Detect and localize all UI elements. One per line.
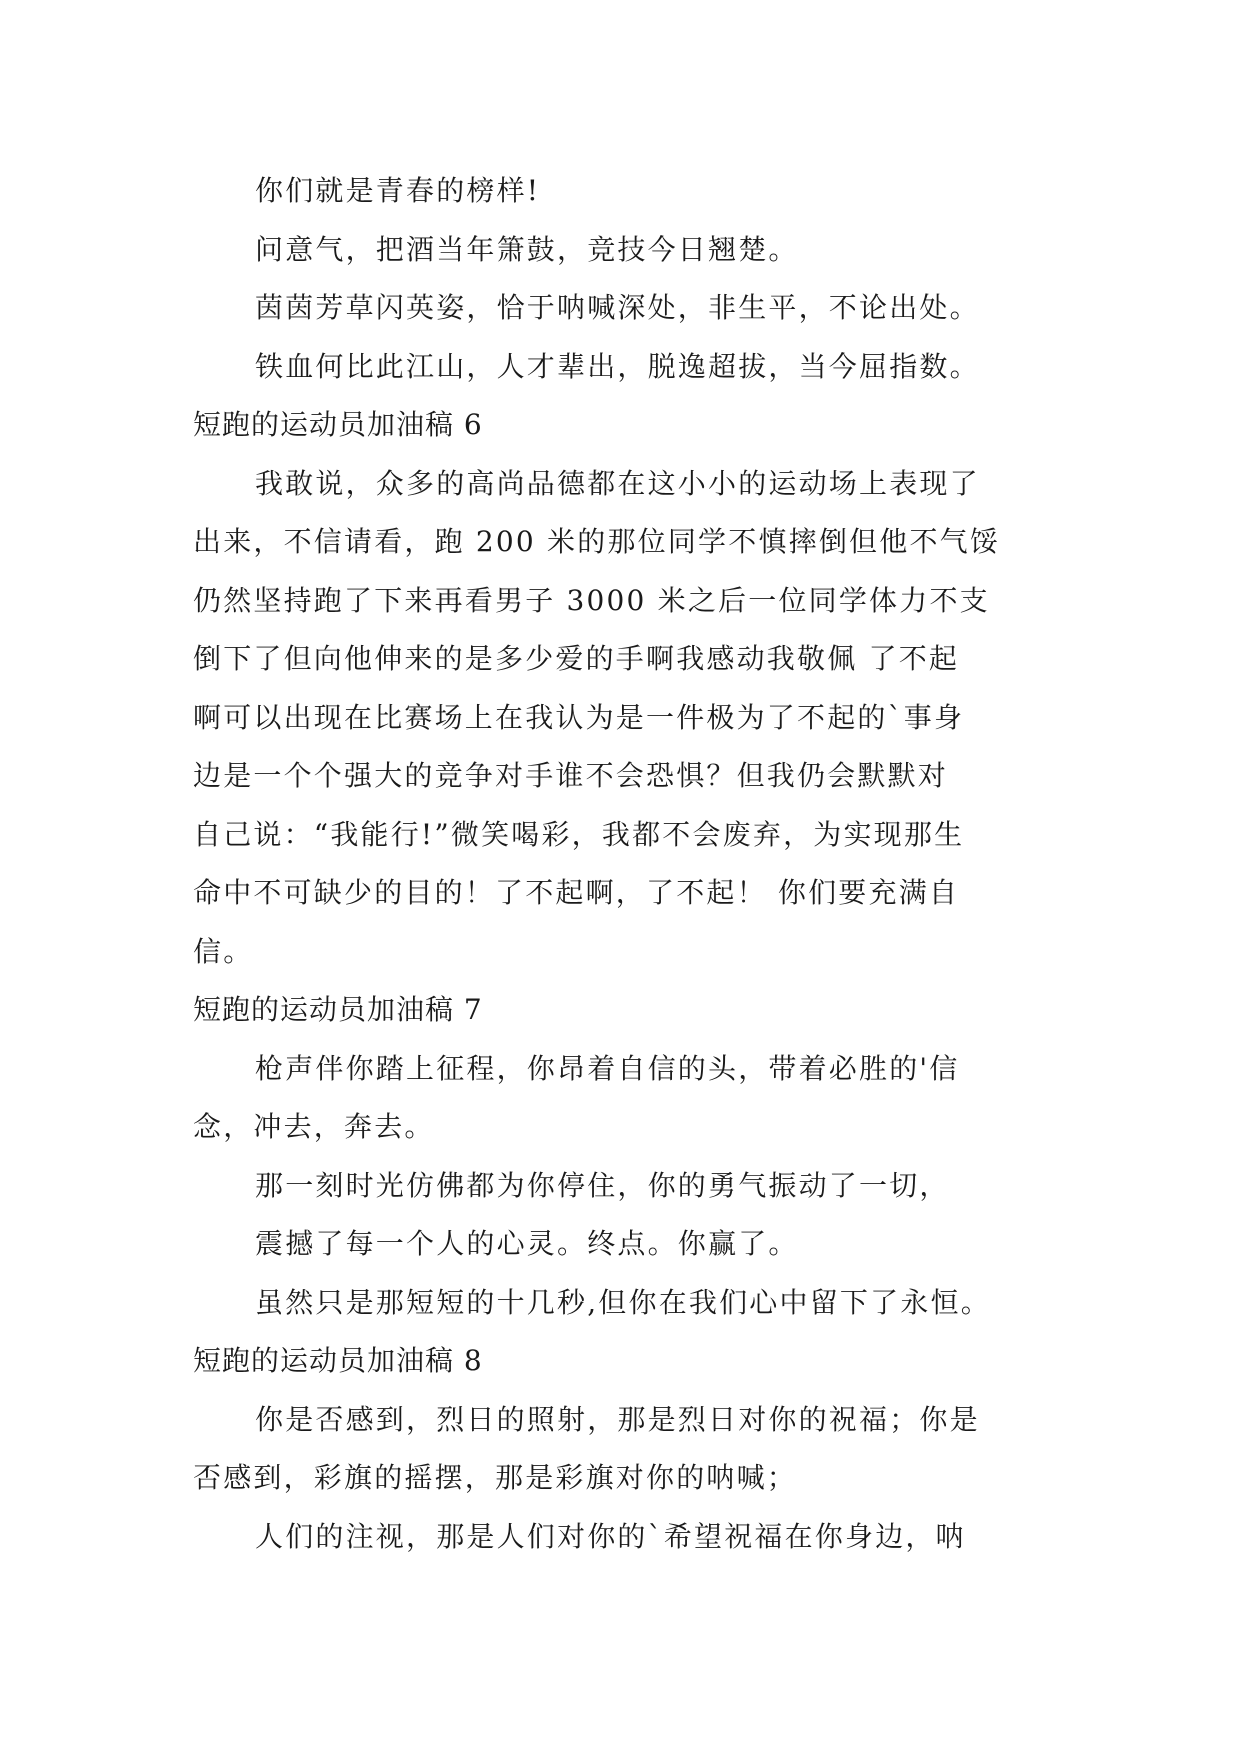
paragraph-line: 啊可以出现在比赛场上在我认为是一件极为了不起的`事身 (193, 700, 965, 734)
paragraph-line: 虽然只是那短短的十几秒,但你在我们心中留下了永恒。 (255, 1285, 991, 1319)
paragraph-line: 仍然坚持跑了下来再看男子 3000 米之后一位同学体力不支 (193, 583, 990, 617)
paragraph-line: 你们就是青春的榜样! (255, 174, 541, 207)
paragraph-line: 自己说：“我能行!”微笑喝彩，我都不会废弃，为实现那生 (193, 817, 965, 851)
section-heading: 短跑的运动员加油稿 6 (193, 408, 483, 441)
paragraph-line: 茵茵芳草闪英姿，恰于呐喊深处，非生平，不论出处。 (255, 291, 980, 324)
paragraph-line: 枪声伴你踏上征程，你昂着自信的头，带着必胜的'信 (255, 1051, 960, 1085)
paragraph-line: 念，冲去，奔去。 (193, 1110, 435, 1143)
paragraph-line: 震撼了每一个人的心灵。终点。你赢了。 (255, 1227, 799, 1260)
paragraph-line: 倒下了但向他伸来的是多少爱的手啊我感动我敬佩 了不起 (193, 642, 960, 675)
section-heading: 短跑的运动员加油稿 8 (193, 1344, 483, 1377)
paragraph-line: 命中不可缺少的目的！了不起啊，了不起！ 你们要充满自 (193, 876, 960, 909)
section-heading: 短跑的运动员加油稿 7 (193, 993, 483, 1026)
paragraph-line: 信。 (193, 934, 254, 968)
paragraph-line: 出来，不信请看，跑 200 米的那位同学不慎摔倒但他不气馁 (193, 525, 1001, 558)
paragraph-line: 那一刻时光仿佛都为你停住，你的勇气振动了一切， (255, 1168, 950, 1202)
paragraph-line: 我敢说，众多的高尚品德都在这小小的运动场上表现了 (255, 466, 980, 500)
paragraph-line: 人们的注视，那是人们对你的`希望祝福在你身边，呐 (255, 1519, 966, 1553)
paragraph-line: 铁血何比此江山，人才辈出，脱逸超拔，当今屈指数。 (255, 349, 980, 383)
document-body (193, 162, 1073, 1566)
paragraph-line: 问意气，把酒当年箫鼓，竞技今日翘楚。 (255, 232, 799, 266)
paragraph-line: 你是否感到，烈日的照射，那是烈日对你的祝福；你是 (255, 1402, 980, 1436)
paragraph-line: 否感到，彩旗的摇摆，那是彩旗对你的呐喊； (193, 1461, 798, 1494)
paragraph-line: 边是一个个强大的竞争对手谁不会恐惧？但我仍会默默对 (193, 759, 949, 792)
